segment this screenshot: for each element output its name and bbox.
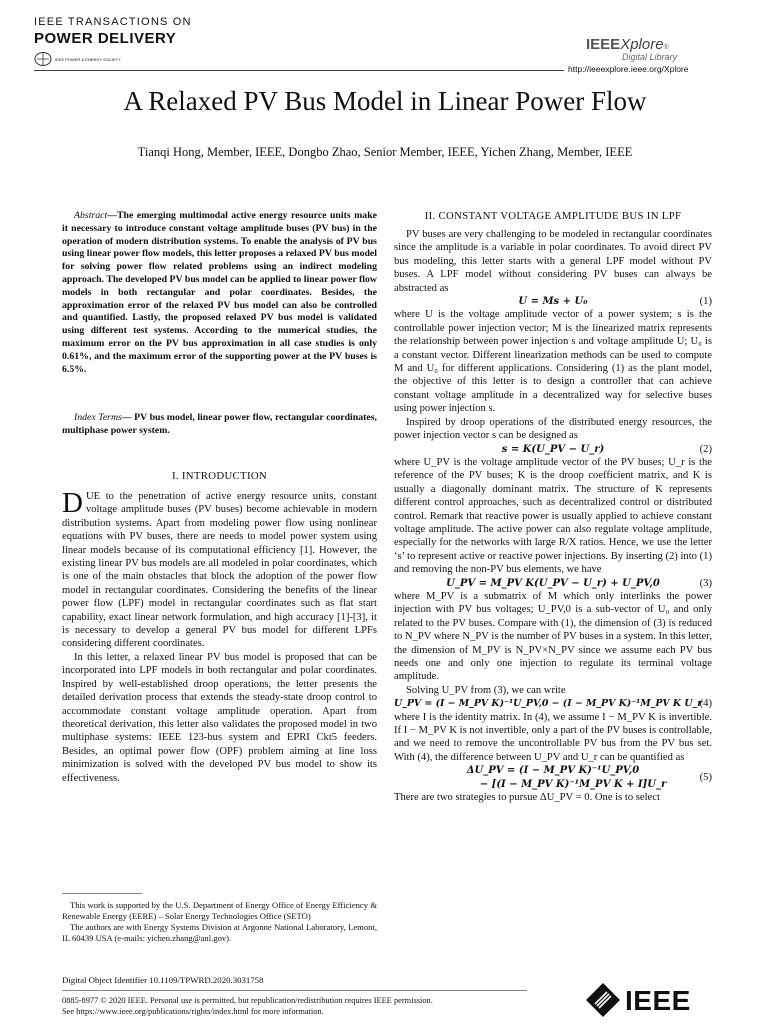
society-name: IEEE POWER & ENERGY SOCIETY bbox=[55, 57, 121, 62]
s2-para1: PV buses are very challenging to be modeled in rectangular coordinates since the amplitude is a variable in polar coordinates. To avoid direct PV bus modeling, this letter starts with a general LPF model without PV buses. A LPF model without considering PV buses can always be abstracted as bbox=[394, 229, 712, 294]
copyright-line1: 0885-8977 © 2020 IEEE. Personal use is permitted, but republication/redistribution requires IEEE permission. bbox=[62, 996, 433, 1005]
eq5-line1: ΔU_PV = (I − M_PV K)⁻¹U_PV,0 bbox=[466, 765, 640, 777]
header-rule bbox=[34, 70, 564, 71]
section1-heading: I. INTRODUCTION bbox=[171, 470, 268, 482]
s2-para4: where U_PV is the voltage amplitude vector of the PV buses; U_r is the reference of the PV buses; K is the droop coefficient matrix, and K is usually a diagonally dominant matrix. The structure of K represents different control approaches, such as decentralized control or distributed control. Remark that reactive power is usually applied to achieve constant voltage amplitude. The active power can also regulate voltage amplitude, especially for the networks with large R/X ratios. Hence, we use the letter ‘s’ to represent active or reactive power injections. By inserting (2) into (1) and removing the non-PV bus elements, we have bbox=[394, 456, 712, 576]
intro-para2: In this letter, a relaxed linear PV bus model is proposed that can be incorporated into LPF models in both rectangular and polar coordinates. Inspired by well-established droop operations, the letter presents the detailed derivation process that extends the steady-state droop control to accommodate constant voltage amplitude operation. Apart from theoretical derivation, this letter also validates the proposed model in two multiphase systems: IEEE 123-bus system and EPRI Ckt5 feeders. Besides, an optimal power flow (OPF) problem aiming at line loss minimization is solved with the developed PV bus model to show its effectiveness. bbox=[62, 651, 377, 784]
equation-1 bbox=[394, 295, 712, 308]
ieee-logo bbox=[585, 982, 715, 1018]
footnote-rule bbox=[62, 893, 142, 894]
xplore-url-link[interactable]: http://ieeexplore.ieee.org/Xplore bbox=[568, 64, 689, 74]
index-terms bbox=[62, 412, 377, 438]
s2-para7: where I is the identity matrix. In (4), we assume I − M_PV K is invertible. If I − M_PV K is not invertible, only a part of the PV buses is controllable, and we need to remove the uncontrollable PV bus from the PV bus set. With (4), the difference between U_PV and U_r can be quantified as bbox=[394, 711, 712, 763]
xplore-name-text: Xplore bbox=[620, 36, 664, 53]
eq2-number: (2) bbox=[699, 443, 712, 455]
equation-4 bbox=[394, 697, 712, 710]
ieee-xplore-logo: IEEEXplore® Digital Library bbox=[586, 36, 678, 62]
equation-2 bbox=[394, 443, 712, 456]
intro-para1: UE to the penetration of active energy resource units, constant voltage amplitude buses (PV buses) become achievable in modern distribution systems. Apart from modeling power flow using nonlinear equations with PV buses, there are needs to model power system using linear models because of its computational efficiency [1]. However, the existing linear PV bus models are all modeled in polar coordinates, which is one of the main obstacles that block the adoption of the power flow model in rectangular coordinates. Considering the benefits of the linear power flow (LPF) model in rectangular coordinates such as flat start capability, exact linear network formulation, and high accuracy [1]-[3], it is necessary to develop a general PV bus model for different LPFs considering different coordinates. bbox=[62, 491, 377, 650]
dropcap: D bbox=[62, 487, 83, 519]
eq3-number: (3) bbox=[699, 577, 712, 589]
footnotes bbox=[62, 900, 377, 944]
s2-para6: Solving U_PV from (3), we can write bbox=[406, 684, 566, 696]
eq5-line2: − [(I − M_PV K)⁻¹M_PV K + I]U_r bbox=[479, 778, 667, 790]
ieee-diamond-icon bbox=[585, 982, 621, 1018]
index-terms-lead: Index Terms bbox=[74, 412, 122, 423]
s2-para2: where U is the voltage amplitude vector of a power system; s is the controllable power injection vector; M is the linearized matrix represents the relationship between power injection s and voltage amplitude U; U₀ is a constant vector. Different linearization methods can be used to compute M and U₀ for different applications. Considering (1) as the plant model, the objective of this letter is to design a controller that can achieve constant voltage amplitude in a decentralized way for selective buses using power injection s. bbox=[394, 309, 712, 415]
ieee-logo-text: IEEE bbox=[625, 985, 691, 1016]
eq1-text: U = Ms + U₀ bbox=[518, 296, 588, 308]
footnote-affiliation: The authors are with Energy Systems Division at Argonne National Laboratory, Lemont, IL 60439 USA (e-mails: yichen.zhang@anl.gov). bbox=[62, 922, 377, 943]
s2-para5: where M_PV is a submatrix of M which only interlinks the power injection with PV bus voltages; U_PV,0 is a sub-vector of U₀ and only related to the PV buses. Compare with (1), the dimension of (3) is reduced to N_PV where N_PV is the number of PV buses in a system. In this letter, the dimension of M_PV is N_PV×N_PV since we assume each PV bus needs one and only one injection to regulate its terminal voltage amplitude. bbox=[394, 590, 712, 683]
copyright bbox=[62, 996, 433, 1018]
eq5-number: (5) bbox=[699, 772, 712, 784]
footnote-funding: This work is supported by the U.S. Department of Energy Office of Energy Efficiency & Renewable Energy (EERE) – Solar Energy Technologies Office (SETO) bbox=[62, 900, 377, 921]
paper-authors: Tianqi Hong, Member, IEEE, Dongbo Zhao, Senior Member, IEEE, Yichen Zhang, Member, IEEE bbox=[137, 145, 633, 159]
pes-logo-icon bbox=[34, 51, 52, 67]
s2-para3: Inspired by droop operations of the distributed energy resources, the power injection vector s can be designed as bbox=[394, 416, 712, 442]
section2-heading: II. CONSTANT VOLTAGE AMPLITUDE BUS IN LPF bbox=[424, 210, 682, 222]
abstract-lead: Abstract bbox=[74, 210, 108, 221]
introduction-body bbox=[62, 487, 377, 785]
eq4-text: U_PV = (I − M_PV K)⁻¹U_PV,0 − (I − M_PV K)⁻¹M_PV K U_r bbox=[394, 698, 703, 710]
eq1-number: (1) bbox=[699, 296, 712, 308]
eq3-text: U_PV = M_PV K(U_PV − U_r) + U_PV,0 bbox=[446, 577, 660, 589]
s2-para8: There are two strategies to pursue ΔU_PV = 0. One is to select bbox=[394, 792, 660, 804]
journal-name-line2: POWER DELIVERY bbox=[34, 30, 177, 47]
equation-5 bbox=[394, 764, 712, 791]
xplore-ieee-text: IEEE bbox=[586, 36, 621, 53]
eq2-text: s = K(U_PV − U_r) bbox=[501, 443, 605, 455]
copyright-line2: See https://www.ieee.org/publications/rights/index.html for more information. bbox=[62, 1006, 324, 1016]
section2-body bbox=[394, 228, 712, 804]
abstract bbox=[62, 210, 377, 376]
index-terms-text: — PV bus model, linear power flow, rectangular coordinates, multiphase power system. bbox=[62, 412, 377, 436]
eq4-number: (4) bbox=[699, 698, 712, 710]
equation-3 bbox=[394, 577, 712, 590]
footer-rule bbox=[62, 990, 527, 991]
journal-name-line1: IEEE TRANSACTIONS ON bbox=[34, 16, 192, 28]
doi: Digital Object Identifier 10.1109/TPWRD.2020.3031758 bbox=[62, 975, 264, 985]
paper-title: A Relaxed PV Bus Model in Linear Power Flow bbox=[123, 86, 647, 116]
abstract-text: —The emerging multimodal active energy resource units make it necessary to introduce constant voltage amplitude buses (PV bus) in the operation of modern distribution systems. To enable the analysis of PV bus using linear power flow models, this letter proposes a relaxed PV bus model for solving power flow related problems using an indirect modeling approach. The developed PV bus model can be applied to linear power flow models in both rectangular and polar coordinates. Besides, the approximation error of the relaxed PV bus model can also be controlled and quantified. Lastly, the proposed relaxed PV bus model is validated using different test systems. According to the numerical studies, the maximum error on the PV bus approximation in all case studies is only 0.61%, and the maximum error of the supporting power at the PV buses is 6.5%. bbox=[62, 210, 377, 375]
xplore-subtitle: Digital Library bbox=[622, 52, 678, 62]
